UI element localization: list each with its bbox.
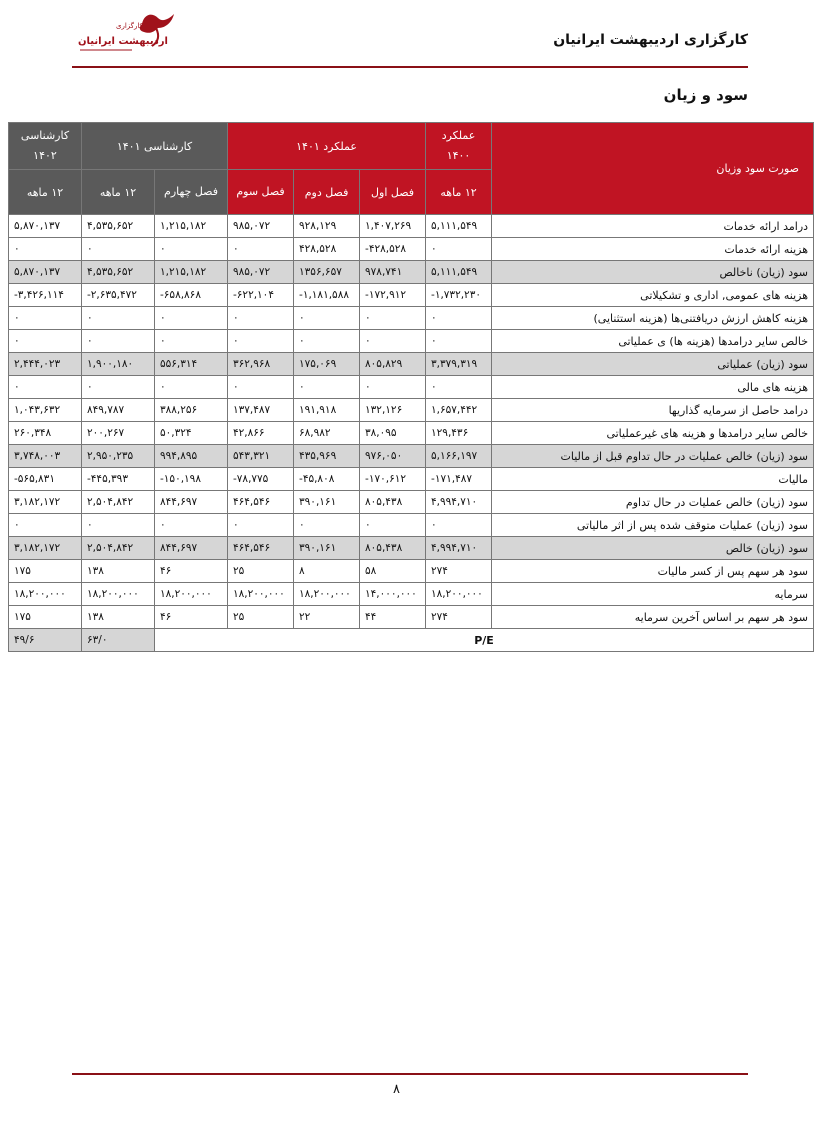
- value-cell: ۰: [9, 514, 82, 537]
- value-cell: ۵۰,۳۲۴: [155, 422, 228, 445]
- table-row: [9, 238, 814, 261]
- value-cell: ۱,۲۱۵,۱۸۲: [155, 215, 228, 238]
- table-row: [9, 445, 814, 468]
- value-cell: ۲۲: [294, 606, 360, 629]
- table-body: [9, 215, 814, 652]
- value-cell: ۴,۹۹۴,۷۱۰: [426, 537, 492, 560]
- value-cell: ۰: [155, 376, 228, 399]
- value-cell: ۱۳۲,۱۲۶: [360, 399, 426, 422]
- value-cell: ۲,۴۴۴,۰۲۳: [9, 353, 82, 376]
- value-cell: ۸۴۴,۶۹۷: [155, 491, 228, 514]
- group-performance-1400: عملکرد ۱۴۰۰: [426, 123, 492, 170]
- value-cell: ۰: [155, 330, 228, 353]
- value-cell: ۴۲۸,۵۲۸: [294, 238, 360, 261]
- table-row: [9, 583, 814, 606]
- subheader-cell: فصل اول: [360, 170, 426, 215]
- row-label: سود هر سهم بر اساس آخرین سرمایه: [492, 606, 814, 629]
- pe-row: [9, 629, 814, 652]
- value-cell: -۶۵۸,۸۶۸: [155, 284, 228, 307]
- table-row: [9, 422, 814, 445]
- header-divider: [72, 66, 748, 68]
- desc-header: صورت سود وزیان: [492, 123, 814, 215]
- value-cell: ۱۸,۲۰۰,۰۰۰: [82, 583, 155, 606]
- table-row: [9, 537, 814, 560]
- value-cell: ۱,۹۰۰,۱۸۰: [82, 353, 155, 376]
- value-cell: ۰: [9, 307, 82, 330]
- value-cell: ۱۲۹,۴۳۶: [426, 422, 492, 445]
- value-cell: ۰: [294, 307, 360, 330]
- group-forecast-1402: کارشناسی ۱۴۰۲: [9, 123, 82, 170]
- value-cell: ۱۸,۲۰۰,۰۰۰: [294, 583, 360, 606]
- value-cell: ۰: [9, 238, 82, 261]
- value-cell: -۵۶۵,۸۳۱: [9, 468, 82, 491]
- value-cell: ۰: [82, 307, 155, 330]
- value-cell: -۶۲۲,۱۰۴: [228, 284, 294, 307]
- value-cell: ۰: [82, 376, 155, 399]
- value-cell: ۲۷۴: [426, 560, 492, 583]
- subheader-cell: فصل دوم: [294, 170, 360, 215]
- table-row: [9, 353, 814, 376]
- subheader-cell: فصل سوم: [228, 170, 294, 215]
- value-cell: ۲۰۰,۲۶۷: [82, 422, 155, 445]
- value-cell: -۴۴۵,۳۹۳: [82, 468, 155, 491]
- row-label: هزینه کاهش ارزش دریافتنی‌ها (هزینه استثنایی): [492, 307, 814, 330]
- value-cell: ۴۳۵,۹۶۹: [294, 445, 360, 468]
- value-cell: ۱,۴۰۷,۲۶۹: [360, 215, 426, 238]
- page-header: [72, 8, 748, 64]
- table-row: [9, 307, 814, 330]
- value-cell: ۸۴۹,۷۸۷: [82, 399, 155, 422]
- subheader-cell: ۱۲ ماهه: [82, 170, 155, 215]
- row-label: هزینه های مالی: [492, 376, 814, 399]
- value-cell: ۳,۳۷۹,۳۱۹: [426, 353, 492, 376]
- value-cell: ۵۵۶,۳۱۴: [155, 353, 228, 376]
- value-cell: ۴,۹۹۴,۷۱۰: [426, 491, 492, 514]
- table-row: [9, 330, 814, 353]
- table-row: [9, 284, 814, 307]
- value-cell: ۲۵: [228, 606, 294, 629]
- value-cell: ۲,۵۰۴,۸۴۲: [82, 491, 155, 514]
- value-cell: ۸۰۵,۴۳۸: [360, 491, 426, 514]
- value-cell: ۸: [294, 560, 360, 583]
- value-cell: ۰: [294, 514, 360, 537]
- row-label: سود هر سهم پس از کسر مالیات: [492, 560, 814, 583]
- value-cell: ۹۷۶,۰۵۰: [360, 445, 426, 468]
- value-cell: -۱,۷۳۲,۲۳۰: [426, 284, 492, 307]
- value-cell: ۳۸۸,۲۵۶: [155, 399, 228, 422]
- table-row: [9, 261, 814, 284]
- value-cell: ۰: [155, 514, 228, 537]
- value-cell: ۰: [360, 330, 426, 353]
- value-cell: ۰: [82, 238, 155, 261]
- value-cell: ۰: [360, 376, 426, 399]
- value-cell: ۳۸,۰۹۵: [360, 422, 426, 445]
- value-cell: -۱۷۰,۶۱۲: [360, 468, 426, 491]
- row-label: سود (زیان) خالص عملیات در حال تداوم قبل از مالیات: [492, 445, 814, 468]
- value-cell: ۰: [228, 514, 294, 537]
- value-cell: ۵,۸۷۰,۱۳۷: [9, 215, 82, 238]
- value-cell: -۴۵,۸۰۸: [294, 468, 360, 491]
- value-cell: ۴۶۴,۵۴۶: [228, 491, 294, 514]
- value-cell: -۲,۶۳۵,۴۷۲: [82, 284, 155, 307]
- value-cell: ۰: [294, 330, 360, 353]
- subheader-cell: ۱۲ ماهه: [9, 170, 82, 215]
- value-cell: ۱,۰۴۳,۶۳۲: [9, 399, 82, 422]
- brand-title: کارگزاری اردیبهشت ایرانیان: [553, 32, 748, 48]
- value-cell: ۲,۹۵۰,۲۳۵: [82, 445, 155, 468]
- value-cell: ۳,۱۸۲,۱۷۲: [9, 491, 82, 514]
- value-cell: ۱۷۵,۰۶۹: [294, 353, 360, 376]
- value-cell: ۳۹۰,۱۶۱: [294, 491, 360, 514]
- value-cell: ۱۸,۲۰۰,۰۰۰: [228, 583, 294, 606]
- section-title: سود و زیان: [663, 86, 748, 104]
- value-cell: -۱,۱۸۱,۵۸۸: [294, 284, 360, 307]
- row-label: خالص سایر درامدها (هزینه ها) ی عملیاتی: [492, 330, 814, 353]
- income-statement-table: [8, 122, 814, 652]
- row-label: هزینه ارائه خدمات: [492, 238, 814, 261]
- group-forecast-1401: کارشناسی ۱۴۰۱: [82, 123, 228, 170]
- subheader-cell: ۱۲ ماهه: [426, 170, 492, 215]
- value-cell: ۲۵: [228, 560, 294, 583]
- page-number: ۸: [393, 1082, 400, 1097]
- pe-value-cell: ۴۹/۶: [9, 629, 82, 652]
- table-row: [9, 399, 814, 422]
- value-cell: ۱,۲۱۵,۱۸۲: [155, 261, 228, 284]
- value-cell: ۹۲۸,۱۲۹: [294, 215, 360, 238]
- value-cell: ۴۶: [155, 606, 228, 629]
- pe-value-cell: ۶۳/۰: [82, 629, 155, 652]
- value-cell: ۰: [426, 307, 492, 330]
- value-cell: ۳,۱۸۲,۱۷۲: [9, 537, 82, 560]
- value-cell: ۱۳۸: [82, 560, 155, 583]
- value-cell: ۰: [426, 514, 492, 537]
- value-cell: ۰: [228, 238, 294, 261]
- row-label: مالیات: [492, 468, 814, 491]
- value-cell: ۱۸,۲۰۰,۰۰۰: [9, 583, 82, 606]
- value-cell: -۷۸,۷۷۵: [228, 468, 294, 491]
- row-label: درامد حاصل از سرمایه گذاریها: [492, 399, 814, 422]
- value-cell: ۸۰۵,۴۳۸: [360, 537, 426, 560]
- value-cell: ۹۷۸,۷۴۱: [360, 261, 426, 284]
- value-cell: ۴,۵۳۵,۶۵۲: [82, 215, 155, 238]
- value-cell: ۰: [155, 238, 228, 261]
- value-cell: ۰: [228, 376, 294, 399]
- value-cell: ۰: [426, 238, 492, 261]
- value-cell: ۹۸۵,۰۷۲: [228, 215, 294, 238]
- row-label: درامد ارائه خدمات: [492, 215, 814, 238]
- value-cell: ۰: [82, 330, 155, 353]
- value-cell: -۱۷۱,۴۸۷: [426, 468, 492, 491]
- value-cell: ۰: [155, 307, 228, 330]
- value-cell: ۱۷۵: [9, 606, 82, 629]
- value-cell: ۰: [228, 307, 294, 330]
- value-cell: ۱۸,۲۰۰,۰۰۰: [426, 583, 492, 606]
- value-cell: ۵,۱۱۱,۵۴۹: [426, 215, 492, 238]
- value-cell: ۹۹۴,۸۹۵: [155, 445, 228, 468]
- table-row: [9, 468, 814, 491]
- value-cell: ۳۹۰,۱۶۱: [294, 537, 360, 560]
- value-cell: ۲۷۴: [426, 606, 492, 629]
- value-cell: ۱۴,۰۰۰,۰۰۰: [360, 583, 426, 606]
- table-row: [9, 376, 814, 399]
- value-cell: ۲۶۰,۳۴۸: [9, 422, 82, 445]
- value-cell: ۲,۵۰۴,۸۴۲: [82, 537, 155, 560]
- value-cell: ۱۳۷,۴۸۷: [228, 399, 294, 422]
- row-label: سود (زیان) خالص: [492, 537, 814, 560]
- row-label: سود (زیان) عملیاتی: [492, 353, 814, 376]
- value-cell: ۱۸,۲۰۰,۰۰۰: [155, 583, 228, 606]
- value-cell: ۴۶: [155, 560, 228, 583]
- row-label: سرمایه: [492, 583, 814, 606]
- value-cell: ۵,۱۱۱,۵۴۹: [426, 261, 492, 284]
- logo-title: اردیبهشت ایرانیان: [78, 36, 168, 47]
- value-cell: ۱۳۸: [82, 606, 155, 629]
- value-cell: ۱۹۱,۹۱۸: [294, 399, 360, 422]
- table-row: [9, 215, 814, 238]
- value-cell: ۱,۶۵۷,۴۴۲: [426, 399, 492, 422]
- value-cell: ۱۳۵۶,۶۵۷: [294, 261, 360, 284]
- row-label: خالص سایر درامدها و هزینه های غیرعملیاتی: [492, 422, 814, 445]
- footer-divider: [72, 1073, 748, 1075]
- company-logo: [72, 10, 182, 62]
- value-cell: ۰: [360, 307, 426, 330]
- value-cell: ۳۶۲,۹۶۸: [228, 353, 294, 376]
- value-cell: -۳,۴۲۶,۱۱۴: [9, 284, 82, 307]
- row-label: سود (زیان) ناخالص: [492, 261, 814, 284]
- value-cell: ۰: [294, 376, 360, 399]
- value-cell: ۹۸۵,۰۷۲: [228, 261, 294, 284]
- value-cell: ۵,۱۶۶,۱۹۷: [426, 445, 492, 468]
- value-cell: ۴۲,۸۶۶: [228, 422, 294, 445]
- value-cell: ۴۶۴,۵۴۶: [228, 537, 294, 560]
- value-cell: -۴۲۸,۵۲۸: [360, 238, 426, 261]
- value-cell: ۶۸,۹۸۲: [294, 422, 360, 445]
- value-cell: ۱۷۵: [9, 560, 82, 583]
- logo-subtitle: کارگزاری: [116, 22, 143, 30]
- group-performance-1401: عملکرد ۱۴۰۱: [228, 123, 426, 170]
- value-cell: ۳,۷۴۸,۰۰۳: [9, 445, 82, 468]
- value-cell: ۰: [9, 330, 82, 353]
- value-cell: ۰: [228, 330, 294, 353]
- value-cell: ۸۰۵,۸۲۹: [360, 353, 426, 376]
- value-cell: ۵۴۳,۳۲۱: [228, 445, 294, 468]
- table-row: [9, 560, 814, 583]
- value-cell: ۵,۸۷۰,۱۳۷: [9, 261, 82, 284]
- pe-label: P/E: [155, 629, 814, 652]
- value-cell: ۵۸: [360, 560, 426, 583]
- value-cell: ۰: [426, 330, 492, 353]
- value-cell: ۴,۵۳۵,۶۵۲: [82, 261, 155, 284]
- value-cell: -۱۷۲,۹۱۲: [360, 284, 426, 307]
- value-cell: ۴۴: [360, 606, 426, 629]
- subheader-cell: فصل چهارم: [155, 170, 228, 215]
- value-cell: ۸۴۴,۶۹۷: [155, 537, 228, 560]
- value-cell: ۰: [82, 514, 155, 537]
- table-row: [9, 491, 814, 514]
- value-cell: ۰: [360, 514, 426, 537]
- row-label: سود (زیان) عملیات متوقف شده پس از اثر مالیاتی: [492, 514, 814, 537]
- row-label: هزینه های عمومی, اداری و تشکیلاتی: [492, 284, 814, 307]
- value-cell: -۱۵۰,۱۹۸: [155, 468, 228, 491]
- value-cell: ۰: [9, 376, 82, 399]
- value-cell: ۰: [426, 376, 492, 399]
- row-label: سود (زیان) خالص عملیات در حال تداوم: [492, 491, 814, 514]
- table-row: [9, 514, 814, 537]
- table-row: [9, 606, 814, 629]
